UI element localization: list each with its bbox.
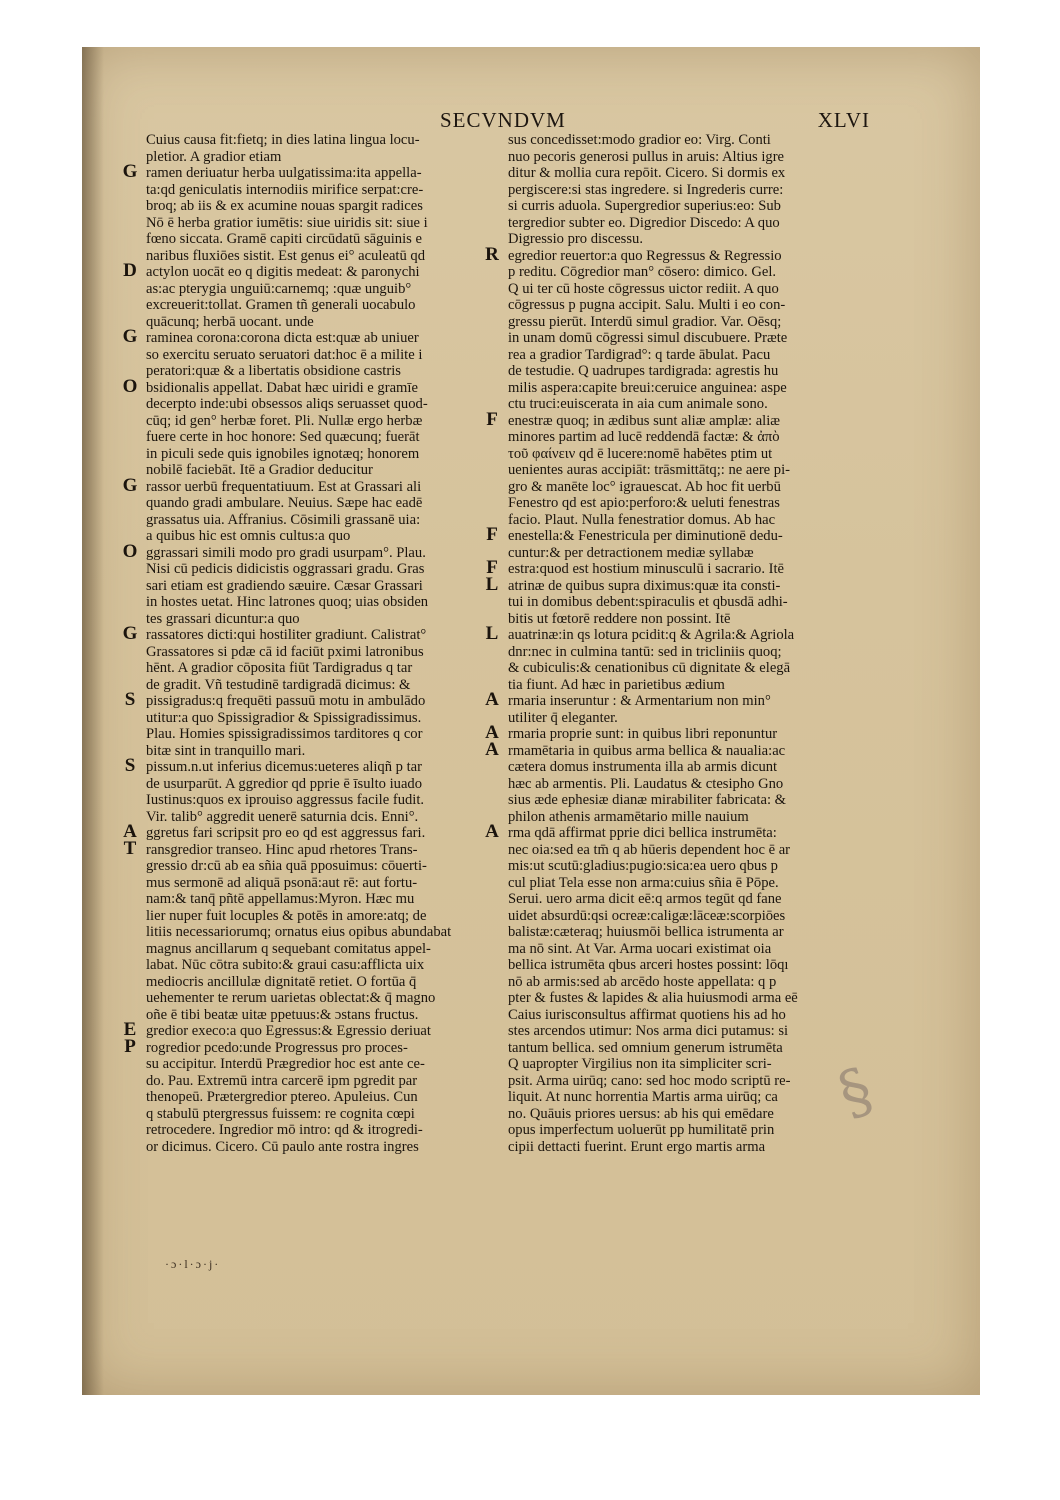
- text-line: nuo pecoris generosi pullus in aruis: Altius igre: [508, 148, 785, 165]
- text-line: labat. Nūc cōtra subito:& graui casu:afflicta uix: [146, 957, 425, 973]
- text-line: cūq; id gen° herbæ foret. Pli. Nullæ ergo herbæ: [146, 412, 423, 429]
- text-line: mediocris ancillulæ dignitatē retiet. O fortūa q̄: [146, 973, 417, 990]
- text-line: bsidionalis appellat. Dabat hæc uiridi e gramīe: [146, 379, 418, 396]
- text-line: p reditu. Cōgredior man° cōsero: dimico. Gel.: [508, 264, 777, 280]
- text-line: uidet absurdū:qsi ocreæ:caligæ:lāceæ:scorpiōes: [508, 907, 786, 924]
- text-line: as:ac pterygia unguiū:carnemq; :quæ unguib°: [146, 280, 412, 297]
- marginal-initial: R: [485, 243, 499, 265]
- text-line: rma qdā affirmat pprie dici bellica instrumēta:: [508, 825, 777, 841]
- text-line: rogredior pcedo:unde Progressus pro proces-: [146, 1039, 408, 1056]
- left-text-column: [146, 132, 494, 1155]
- text-line: pletior. A gradior etiam: [146, 148, 282, 165]
- text-line: lier nuper fuit locuples & potēs in amore:atq; de: [146, 907, 427, 924]
- text-line: su accipitur. Interdū Prægredior hoc est ante ce-: [146, 1056, 425, 1072]
- text-line: τοῦ φαίνειν qd ē lucere:nomē habētes ptim ut: [508, 445, 773, 462]
- marginal-initial: G: [122, 623, 138, 644]
- text-line: tantum bellica. sed omnium generum istrumēta: [508, 1039, 783, 1056]
- text-line: a quibus hic est omnis cultus:a quo: [146, 528, 351, 544]
- marginal-initial: S: [124, 755, 136, 776]
- text-line: si curris aduola. Supergredior superius:eo: Sub: [508, 198, 781, 214]
- text-line: hēnt. A gradior cōposita fiūt Tardigradus q tar: [146, 660, 413, 676]
- text-line: sari etiam est gradiendo sæuire. Cæsar Grassari: [146, 577, 423, 594]
- text-line: opus imperfectum uoluerūt pp humilitatē prin: [508, 1122, 775, 1138]
- text-line: peratori:quæ & a libertatis obsidione castris: [146, 363, 401, 379]
- text-line: ransgredior transeo. Hinc apud rhetores Trans-: [146, 841, 418, 858]
- text-line: mus sermonē ad aliquā psonā:aut rē: aut fortu-: [146, 874, 418, 891]
- text-line: sus concedisset:modo gradior eo: Virg. Conti: [508, 132, 771, 148]
- text-line: rmamētaria in quibus arma bellica & naualia:ac: [508, 742, 786, 759]
- text-line: utitur:a quo Spissigradior & Spissigradissimus.: [146, 709, 422, 726]
- marginal-initial: T: [123, 837, 137, 859]
- page-shadow: [82, 47, 104, 1395]
- text-line: Caius iurisconsultus affirmat quotiens his ad ho: [508, 1006, 786, 1023]
- text-line: ramen deriuatur herba uulgatissima:ita appella-: [146, 165, 422, 181]
- text-line: Cuius causa fit:fietq; in dies latina lingua locu-: [146, 132, 420, 148]
- text-line: q stabulū ptergressus fuissem: re cognita cœpi: [146, 1105, 415, 1122]
- text-line: gro & manēte loc° igrauescat. Ab hoc fit uerbū: [508, 478, 781, 495]
- text-line: ta:qd geniculatis internodiis mirifice serpat:cre-: [146, 181, 424, 198]
- text-line: minores partim ad lucē reddendā factæ: & ἀπὸ: [508, 429, 780, 445]
- text-line: hæc ab armentis. Pli. Laudatus & ctesipho Gno: [508, 775, 784, 792]
- text-line: cōgressus p pugna accipit. Salu. Multi i eo con-: [508, 297, 786, 313]
- text-line: cul pliat Tela esse non arma:cuius sñia ē Pōpe.: [508, 874, 779, 891]
- running-title: SECVNDVM: [440, 108, 566, 132]
- text-line: liquit. At nunc horrentia Martis arma uirūq; ca: [508, 1089, 778, 1105]
- marginal-initial: F: [486, 524, 498, 545]
- text-line: no. Quāuis priores uersus: ab his qui emēdare: [508, 1105, 774, 1122]
- marginal-initial: S: [124, 689, 136, 710]
- text-line: Q uapropter Virgilius non ita simpliciter scri-: [508, 1056, 772, 1072]
- text-line: excreuerit:tollat. Gramen tñ generali uocabulo: [146, 297, 416, 313]
- marginal-initial: E: [123, 1019, 137, 1040]
- text-line: estra:quod est hostium minusculū i sacrario. Itē: [508, 561, 785, 577]
- text-line: egredior reuertor:a quo Regressus & Regressio: [508, 247, 782, 264]
- marginal-initial: L: [485, 623, 499, 644]
- text-line: Plau. Homies spissigradissimos tarditores q cor: [146, 726, 423, 742]
- text-line: uehementer te rerum uarietas oblectat:& q̄ magno: [146, 990, 436, 1006]
- marginal-initial: L: [485, 573, 499, 595]
- running-head: [440, 108, 870, 134]
- text-line: do. Pau. Extremū intra carcerē ipm pgredit par: [146, 1072, 418, 1089]
- text-line: litiis necessariorumq; ornatus eius opibus abundabat: [146, 924, 452, 940]
- text-line: Q ui ter cū hoste cōgressus uictor rediit. A quo: [508, 280, 779, 297]
- marginal-initial: D: [123, 260, 137, 281]
- footer-mark: ·ɔ·l·ɔ·j·: [165, 1257, 221, 1271]
- text-line: Iustinus:quos ex iprouiso aggressus facile fudit.: [146, 792, 425, 808]
- text-line: raminea corona:corona dicta est:quæ ab uniuer: [146, 330, 419, 346]
- text-line: psit. Arma uirūq; cano: sed hoc modo scriptū re-: [508, 1072, 791, 1089]
- marginal-initial: A: [123, 821, 137, 842]
- text-line: utiliter q̄ eleganter.: [508, 709, 618, 726]
- text-line: de gradit. Vñ testudinē tardigradā dicimus: &: [146, 676, 411, 693]
- text-line: Grassatores si pdæ cā id faciūt pximi latronibus: [146, 643, 424, 660]
- text-line: balistæ:cæteraq; huiusmōi bellica istrumenta ar: [508, 924, 784, 940]
- text-line: philon athenis armamētario mille nauium: [508, 808, 749, 825]
- folio-number: XLVI: [817, 108, 870, 132]
- text-line: bitæ sint in tranquillo mari.: [146, 742, 306, 759]
- text-line: Serui. uero arma dicit eē:q armos tegūt qd fane: [508, 891, 782, 907]
- text-line: de testudie. Q uadrupes tardigrada: agrestis hu: [508, 363, 779, 379]
- text-line: bitis ut fœtorē reddere non possint. Itē: [508, 610, 731, 627]
- text-line: rmaria inseruntur : & Armentarium non min°: [508, 693, 771, 709]
- text-line: gressu pierūt. Interdū simul gradior. Var. Oēsq;: [508, 313, 782, 330]
- text-line: cuntur:& per detractionem mediæ syllabæ: [508, 544, 754, 561]
- text-line: tia fiunt. Ad hæc in parietibus ædium: [508, 676, 725, 693]
- text-line: uenientes auras accipiāt: trāsmittātq;: ne aere pi-: [508, 462, 791, 478]
- marginal-initial: F: [486, 408, 498, 430]
- text-line: quando gradi ambulare. Neuius. Sæpe hac eadē: [146, 495, 423, 511]
- marginal-initial: F: [486, 557, 498, 578]
- text-line: stes arcendos utimur: Nos arma dici putamus: si: [508, 1023, 789, 1039]
- text-line: quācunq; herbā uocant. unde: [146, 313, 314, 330]
- text-line: oñe ē tibi beatæ uitæ ppetuus:& ɔstans fructus.: [146, 1006, 419, 1023]
- text-line: atrinæ de quibus supra diximus:quæ ita consti-: [508, 577, 781, 594]
- text-line: nec oia:sed ea tm̄ q ab hūeris dependent hoc ē ar: [508, 841, 791, 858]
- text-line: rassatores dicti:qui hostiliter gradiunt. Calistrat°: [146, 627, 427, 643]
- marginal-initial: G: [122, 474, 138, 496]
- text-line: nobilē faciebāt. Itē a Gradior deducitur: [146, 462, 373, 478]
- text-line: pissigradus:q frequēti passuū motu in ambulādo: [146, 693, 426, 709]
- text-line: ctu truci:euiscerata in aia cum animale sono.: [508, 396, 768, 412]
- marginal-initial: G: [122, 326, 138, 347]
- right-text-column: [508, 132, 880, 1155]
- text-line: fœno siccata. Gramē capiti circūdatū sāguinis e: [146, 231, 422, 247]
- text-line: ggretus fari scripsit pro eo qd est aggressus fari.: [146, 825, 426, 841]
- text-line: ggrassari simili modo pro gradi usurpam°. Plau.: [146, 544, 426, 561]
- text-line: decerpto inde:ubi obsessos aliqs seruasset quod-: [146, 396, 428, 412]
- text-line: dnr:nec in culmina tantū: sed in tricliniis quoq;: [508, 643, 782, 660]
- text-line: & cubiculis:& cenationibus cū dignitate & elegā: [508, 660, 791, 676]
- text-line: Fenestro qd est apio:perforo:& ueluti fenestras: [508, 495, 780, 511]
- text-line: Vir. talib° aggredit uenerē saturnia dcis. Enni°.: [146, 808, 419, 825]
- text-line: cipii dettacti fuerint. Erunt ergo martis arma: [508, 1138, 766, 1155]
- text-line: pter & fustes & lapides & alia huiusmodi arma eē: [508, 990, 798, 1006]
- text-line: sius æde ephesiæ dianæ mirabiliter fabricata: &: [508, 792, 787, 808]
- text-line: naribus fluxiōes sistit. Est genus ei° aculeatū qd: [146, 247, 426, 264]
- text-line: in unam domū cōgressi simul discubuere. Præte: [508, 330, 788, 346]
- text-line: ma nō sint. At Var. Arma uocari existimat oia: [508, 940, 772, 957]
- text-line: retrocedere. Ingredior mō intro: qd & itrogredi-: [146, 1122, 423, 1138]
- text-line: in hostes uetat. Hinc latrones quoq; uias obsiden: [146, 594, 429, 610]
- marginal-initial: O: [122, 540, 138, 562]
- text-line: thenopeū. Prætergredior ptereo. Apuleius. Cun: [146, 1089, 418, 1105]
- text-line: grassatus uia. Affranius. Cōsimili grassanē uia:: [146, 511, 421, 528]
- text-line: Digressio pro discessu.: [508, 231, 643, 247]
- text-line: nō ab armis:sed ab arcēdo hoste appellata: q p: [508, 973, 777, 990]
- text-line: Nō ē herba gratior iumētis: siue uiridis sit: siue i: [146, 214, 428, 231]
- text-line: milis aspera:capite breui:ceruice anguinea: aspe: [508, 379, 787, 396]
- marginal-initial: G: [122, 161, 138, 182]
- text-line: pissum.n.ut inferius dicemus:ueteres aliqñ p tar: [146, 759, 423, 775]
- text-line: broq; ab iis & ex acumine nouas spargit radices: [146, 198, 423, 214]
- text-line: rea a gradior Tardigrad°: q tarde ābulat. Pacu: [508, 346, 771, 363]
- text-line: bellica istrumēta qbus arceri hostes possint: lōqı: [508, 957, 789, 973]
- text-line: so exercitu seruato seruatori dat:hoc ē a milite i: [146, 346, 423, 363]
- text-line: pergiscere:si stas ingredere. si Ingrederis curre:: [508, 181, 784, 198]
- text-line: actylon uocāt eo q digitis medeat: & paronychi: [146, 264, 420, 280]
- marginal-initial: A: [485, 821, 499, 842]
- text-line: or dicimus. Cicero. Cū paulo ante rostra ingres: [146, 1138, 419, 1155]
- text-line: mis:ut scutū:gladius:pugio:sica:ea uero qbus p: [508, 858, 778, 874]
- text-line: rassor uerbū frequentatiuum. Est at Grassari ali: [146, 478, 422, 495]
- text-line: tui in domibus debent:spiraculis et qbusdā adhi-: [508, 594, 788, 610]
- text-line: facio. Plaut. Nulla fenestratior domus. Ab hac: [508, 511, 776, 528]
- text-line: rmaria proprie sunt: in quibus libri reponuntur: [508, 726, 778, 742]
- text-line: de usurparūt. A ggredior qd pprie ē īsulto iuado: [146, 775, 423, 792]
- text-line: nam:& tanq̄ pñtē appellamus:Myron. Hæc mu: [146, 891, 415, 907]
- marginal-initial: A: [485, 738, 499, 760]
- text-line: Nisi cū pedicis didicistis oggrassari gradu. Gras: [146, 561, 425, 577]
- text-line: enestella:& Fenestricula per diminutionē dedu-: [508, 528, 783, 544]
- text-line: gressio dr:cū ab ea sñia quā pposuimus: cōuerti-: [146, 858, 427, 874]
- text-line: in piculi sede quis ignobiles ignotæq; honorem: [146, 445, 420, 462]
- text-line: tergredior subter eo. Digredior Discedo: A quo: [508, 214, 780, 231]
- text-line: ditur & mollia cura repōit. Cicero. Si dormis ex: [508, 165, 786, 181]
- text-line: fuere certe in hoc honore: Sed quæcunq; fuerāt: [146, 429, 420, 445]
- marginal-initial: P: [124, 1035, 136, 1057]
- text-line: tes grassari dicuntur:a quo: [146, 610, 300, 627]
- text-line: magnus ancillarum q sequebant comitatus appel-: [146, 940, 431, 957]
- text-line: auatrinæ:in qs lotura pcidit:q & Agrila:& Agriola: [508, 627, 795, 643]
- marginal-initial: A: [485, 689, 499, 710]
- text-line: enestræ quoq; in ædibus sunt aliæ amplæ: aliæ: [508, 412, 781, 429]
- marginal-initial: A: [485, 722, 499, 743]
- text-line: gredior execo:a quo Egressus:& Egressio deriuat: [146, 1023, 431, 1039]
- marginal-initial: O: [122, 375, 138, 397]
- library-stamp: §: [829, 1054, 882, 1131]
- text-line: cætera domus instrumenta illa ab armis dicunt: [508, 759, 778, 775]
